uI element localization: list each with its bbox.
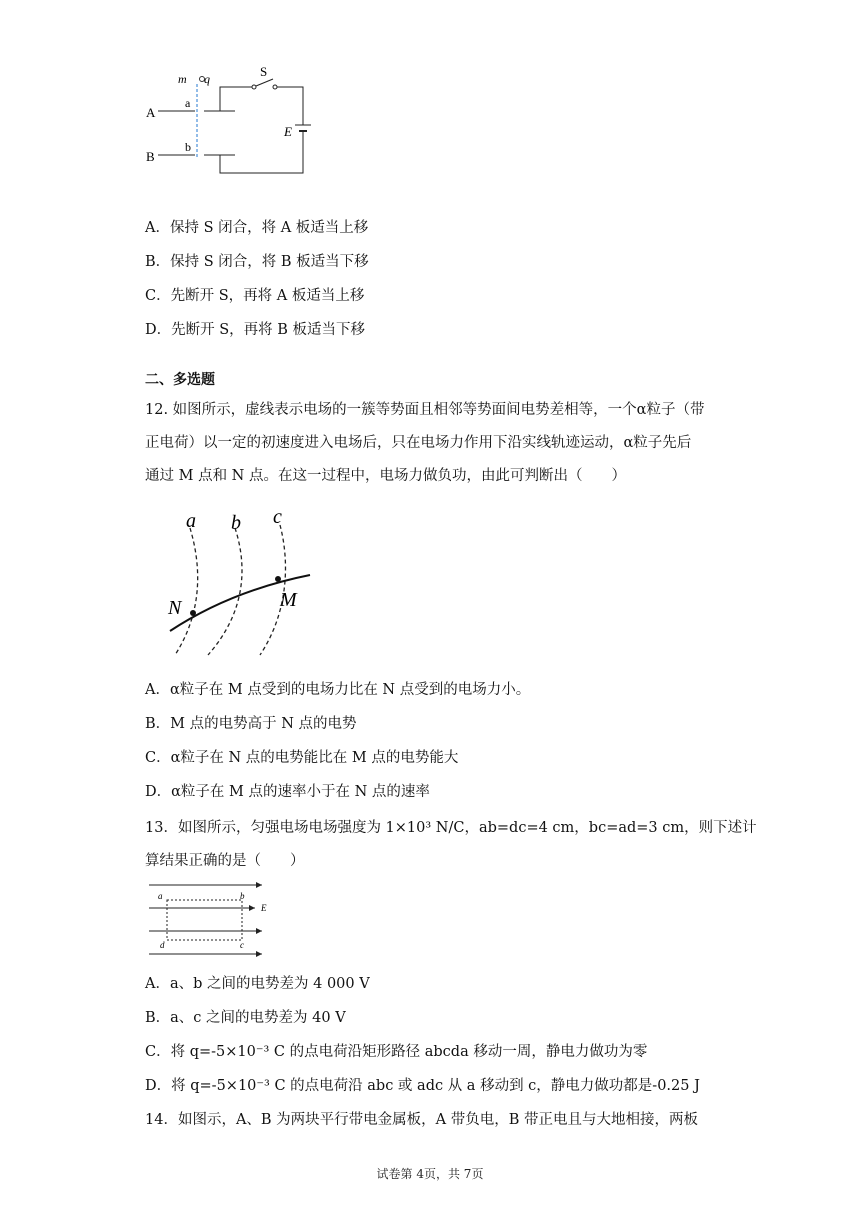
q13-line-2: 算结果正确的是（ ）: [145, 853, 305, 869]
label-b: b: [240, 891, 245, 901]
q12-line-2: 正电荷）以一定的初速度进入电场后，只在电场力作用下沿实线轨迹运动，α粒子先后: [145, 435, 692, 451]
circuit-figure: [140, 62, 340, 192]
label-d: d: [160, 940, 165, 950]
q12-line-1: 12. 如图所示，虚线表示电场的一簇等势面且相邻等势面间电势差相等，一个α粒子（带: [145, 402, 705, 418]
label-S: S: [260, 64, 268, 79]
q11-option-a: A．保持 S 闭合，将 A 板适当上移: [145, 220, 369, 236]
q11-option-d: D．先断开 S，再将 B 板适当下移: [145, 322, 366, 338]
section-title: 二、多选题: [145, 372, 215, 388]
label-c: c: [273, 506, 282, 528]
q12-option-a: A．α粒子在 M 点受到的电场力比在 N 点受到的电场力小。: [145, 682, 531, 698]
q13-option-c: C．将 q=-5×10⁻³ C 的点电荷沿矩形路径 abcda 移动一周，静电力做功为零: [145, 1044, 648, 1060]
label-b: b: [185, 140, 191, 154]
label-a: a: [158, 891, 163, 901]
label-q: q: [204, 72, 210, 86]
q13-option-b: B．a、c 之间的电势差为 40 V: [145, 1010, 346, 1026]
q13-option-a: A．a、b 之间的电势差为 4 000 V: [145, 976, 370, 992]
page-footer: 试卷第 4页，共 7页: [376, 1167, 484, 1181]
q12-option-b: B．M 点的电势高于 N 点的电势: [145, 716, 357, 732]
label-m: m: [178, 72, 187, 86]
q12-line-3: 通过 M 点和 N 点。在这一过程中，电场力做负功，由此可判断出（ ）: [145, 468, 626, 484]
q13-option-d: D．将 q=-5×10⁻³ C 的点电荷沿 abc 或 adc 从 a 移动到 c，静电力做功都是-0.25 J: [145, 1078, 700, 1094]
q11-option-b: B．保持 S 闭合，将 B 板适当下移: [145, 254, 369, 270]
label-E: E: [284, 124, 292, 139]
label-E: E: [261, 903, 267, 913]
q14-line-1: 14．如图示，A、B 为两块平行带电金属板，A 带负电，B 带正电且与大地相接，两板: [145, 1112, 699, 1128]
q11-option-c: C．先断开 S，再将 A 板适当上移: [145, 288, 365, 304]
uniform-field-figure: [147, 880, 282, 960]
label-c: c: [240, 940, 244, 950]
label-A: A: [146, 105, 156, 120]
label-N: N: [168, 597, 182, 619]
label-M: M: [280, 589, 297, 611]
q12-option-c: C．α粒子在 N 点的电势能比在 M 点的电势能大: [145, 750, 459, 766]
label-a: a: [186, 510, 196, 532]
q13-line-1: 13．如图所示，匀强电场电场强度为 1×10³ N/C，ab=dc=4 cm，bc=ad=3 cm，则下述计: [145, 820, 757, 836]
q12-option-d: D．α粒子在 M 点的速率小于在 N 点的速率: [145, 784, 430, 800]
label-b: b: [231, 512, 241, 534]
label-a: a: [185, 96, 191, 110]
label-B: B: [146, 149, 155, 164]
equipotential-figure: [160, 503, 340, 663]
